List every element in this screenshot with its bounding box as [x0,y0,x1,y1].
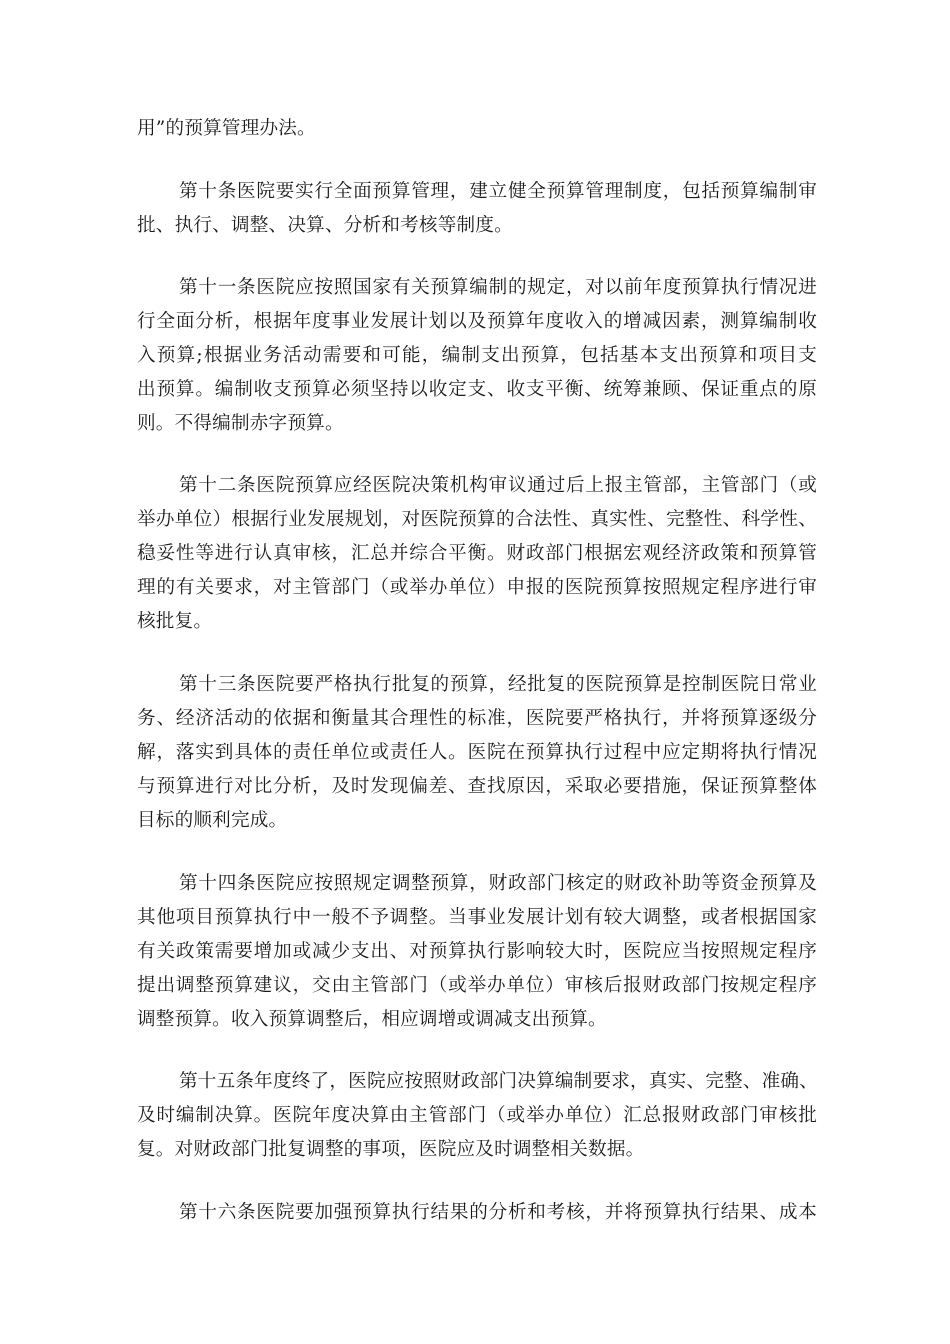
text-line: 举办单位）根据行业发展规划，对医院预算的合法性、真实性、完整性、科学性、 [137,509,817,530]
text-line: 第十六条医院要加强预算执行结果的分析和考核，并将预算执行结果、成本 [179,1202,817,1223]
text-line: 则。不得编制赤字预算。 [137,413,344,434]
text-line: 目标的顺利完成。 [137,810,288,831]
text-line: 提出调整预算建议，交由主管部门（或举办单位）审核后报财政部门按规定程序 [137,975,817,996]
text-line: 第十五条年度终了，医院应按照财政部门决算编制要求，真实、完整、准确、 [179,1071,818,1092]
text-line: 调整预算。收入预算调整后，相应调增或调减支出预算。 [137,1009,607,1030]
text-line: 与预算进行对比分析，及时发现偏差、查找原因，采取必要措施，保证预算整体 [137,776,817,797]
text-line: 第十三条医院要严格执行批复的预算，经批复的医院预算是控制医院日常业 [179,674,817,695]
text-line: 稳妥性等进行认真审核，汇总并综合平衡。财政部门根据宏观经济政策和预算管 [137,543,817,564]
text-line: 其他项目预算执行中一般不予调整。当事业发展计划有较大调整，或者根据国家 [137,907,817,928]
text-line: 核批复。 [137,611,213,632]
text-line: 批、执行、调整、决算、分析和考核等制度。 [137,215,513,236]
text-line: 复。对财政部门批复调整的事项，医院应及时调整相关数据。 [137,1139,645,1160]
text-line: 用”的预算管理办法。 [137,118,316,139]
text-line: 第十条医院要实行全面预算管理，建立健全预算管理制度，包括预算编制审 [179,181,817,202]
text-line: 出预算。编制收支预算必须坚持以收定支、收支平衡、统筹兼顾、保证重点的原 [137,379,817,400]
text-line: 第十一条医院应按照国家有关预算编制的规定，对以前年度预算执行情况进 [179,277,817,298]
text-line: 及时编制决算。医院年度决算由主管部门（或举办单位）汇总报财政部门审核批 [137,1105,817,1126]
text-line: 有关政策需要增加或减少支出、对预算执行影响较大时，医院应当按照规定程序 [137,941,817,962]
text-line: 第十二条医院预算应经医院决策机构审议通过后上报主管部，主管部门（或 [179,475,817,496]
text-line: 解，落实到具体的责任单位或责任人。医院在预算执行过程中应定期将执行情况 [137,742,817,763]
text-line: 入预算;根据业务活动需要和可能，编制支出预算，包括基本支出预算和项目支 [137,345,817,366]
text-line: 行全面分析，根据年度事业发展计划以及预算年度收入的增减因素，测算编制收 [137,311,817,332]
text-line: 第十四条医院应按照规定调整预算，财政部门核定的财政补助等资金预算及 [179,873,817,894]
text-line: 务、经济活动的依据和衡量其合理性的标准，医院要严格执行，并将预算逐级分 [137,708,817,729]
text-line: 理的有关要求，对主管部门（或举办单位）申报的医院预算按照规定程序进行审 [137,577,817,598]
